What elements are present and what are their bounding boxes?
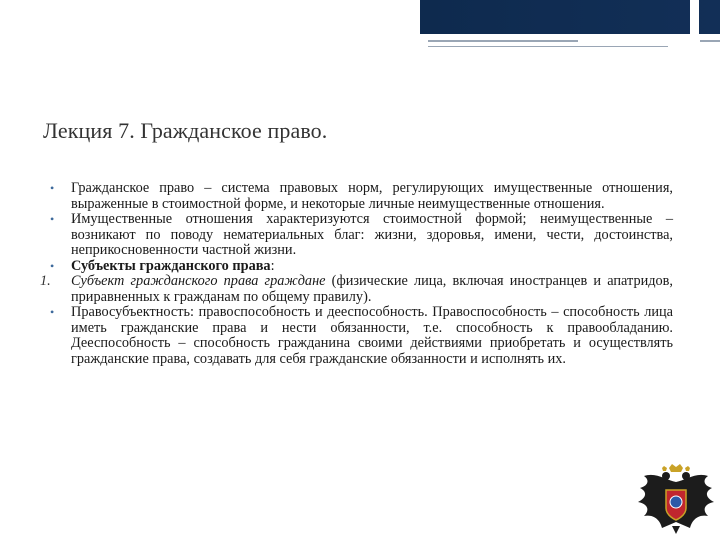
list-item-suffix: :: [270, 257, 275, 274]
list-item-text: Имущественные отношения характеризуются стоимостной формой; неимущественные – возникают по поводу нематериальных благ: жизни, здоровья, имени, чести, достоинства, неприкосновенности частной жизни.: [71, 211, 673, 258]
list-item: [40, 212, 673, 259]
list-item-bold-text: Субъекты гражданского права: [71, 257, 271, 274]
header-bar-divider: [690, 0, 699, 34]
list-item-text: [71, 274, 673, 305]
slide-title: Лекция 7. Гражданское право.: [43, 118, 328, 143]
list-item-text: Гражданское право – система правовых норм, регулирующих имущественные отношения, выраженные в стоимостной форме, и некоторые личные неимущественные отношения.: [71, 180, 673, 212]
list-item-italic-text: Субъект гражданского права граждане: [71, 273, 326, 289]
slide-body: [40, 181, 673, 367]
decorative-rule: [700, 40, 720, 42]
decorative-rule: [428, 46, 668, 47]
list-item-text: Правосубъектность: правоспособность и дееспособность. Правоспособность – способность лица иметь гражданские права и нести обязанности, т.е. способность к правообладанию. Дееспособность – способность гражданина своими действиями приобретать и осуществлять гражданские права, создавать для себя гражданские обязанности и исполнять их.: [71, 304, 673, 367]
list-item: [40, 259, 673, 275]
list-item: [40, 305, 673, 367]
bullet-marker: •: [50, 212, 55, 226]
list-item-rest-text: (физические лица, включая иностранцев и апатридов, приравненных к гражданам по общему правилу).: [71, 273, 673, 305]
list-item-text: [71, 259, 673, 275]
decorative-rule: [428, 40, 578, 42]
list-item-number: 1.: [40, 273, 51, 289]
header-bar: [0, 0, 720, 34]
list-item: [40, 274, 673, 305]
double-headed-eagle-emblem-icon: [636, 462, 716, 540]
bullet-marker: •: [50, 258, 55, 273]
bullet-marker: •: [50, 181, 55, 195]
bullet-marker: •: [50, 305, 55, 319]
list-item: [40, 181, 673, 212]
